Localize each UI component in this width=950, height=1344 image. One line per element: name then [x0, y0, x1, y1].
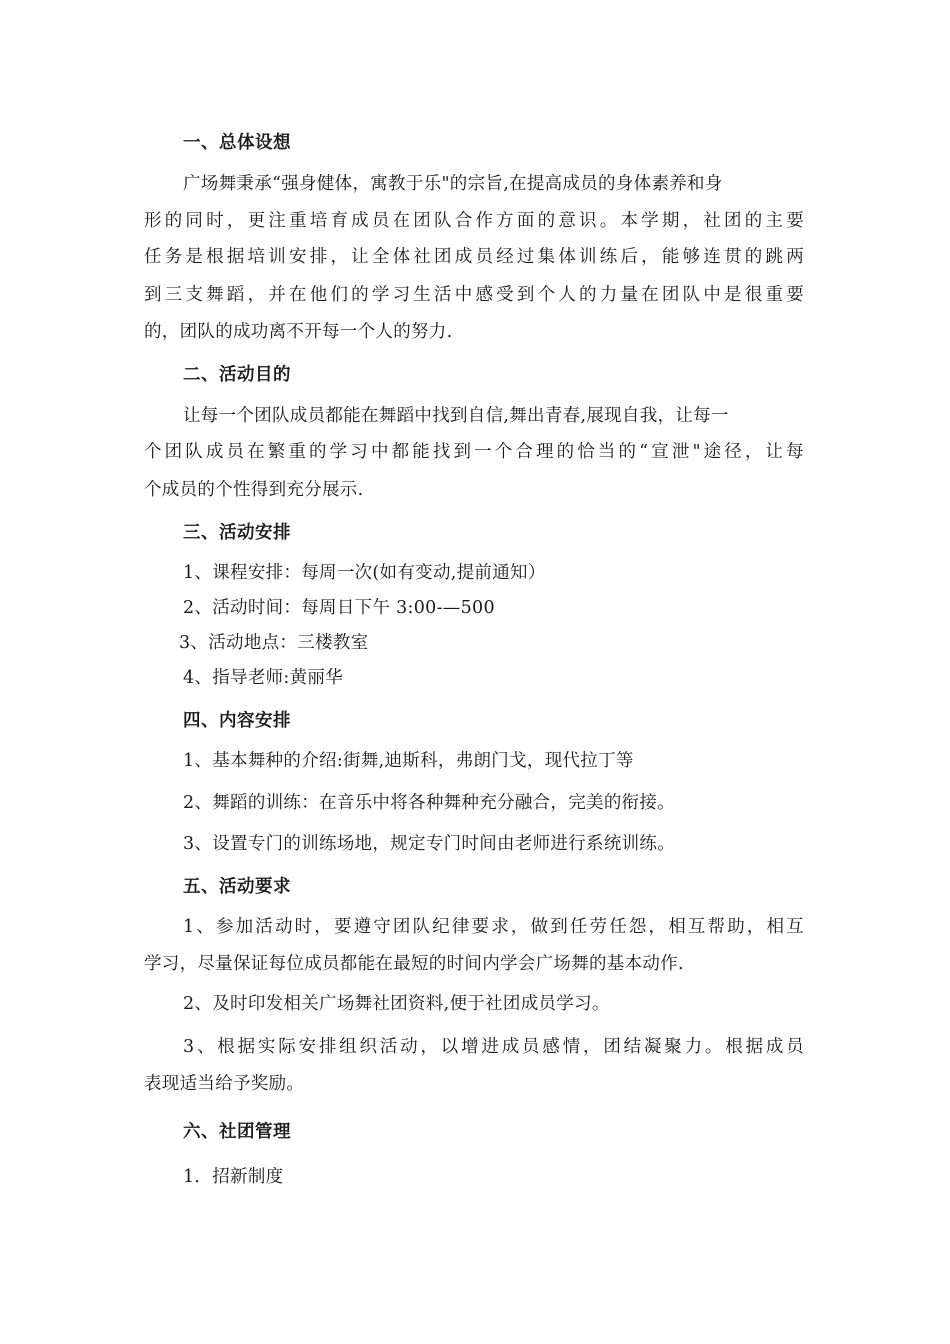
paragraph-line: 到三支舞蹈，并在他们的学习生活中感受到个人的力量在团队中是很重要 — [144, 285, 804, 305]
paragraph-line: 学习，尽量保证每位成员都能在最短的时间内学会广场舞的基本动作. — [144, 954, 684, 974]
list-item: 3、活动地点：三楼教室 — [179, 633, 369, 653]
section-heading-activity-arrangement: 三、活动安排 — [183, 523, 291, 543]
paragraph-line: 个团队成员在繁重的学习中都能找到一个合理的恰当的“宣泄"途径，让每 — [144, 442, 804, 462]
paragraph-line: 1、参加活动时，要遵守团队纪律要求，做到任劳任怨，相互帮助，相互 — [183, 917, 804, 937]
section-heading-overall-plan: 一、总体设想 — [183, 133, 291, 153]
paragraph-line: 个成员的个性得到充分展示. — [144, 480, 364, 500]
section-heading-content-arrangement: 四、内容安排 — [183, 711, 291, 731]
list-item: 1．招新制度 — [183, 1167, 284, 1187]
list-item: 4、指导老师:黄丽华 — [183, 668, 344, 688]
list-item: 2、活动时间：每周日下午 3:00-—500 — [183, 598, 495, 618]
paragraph-line: 的，团队的成功离不开每一个人的努力. — [144, 322, 453, 342]
list-item: 2、舞蹈的训练：在音乐中将各种舞种充分融合，完美的衔接。 — [183, 793, 676, 813]
paragraph-line: 任务是根据培训安排，让全体社团成员经过集体训练后，能够连贯的跳两 — [144, 247, 804, 267]
list-item: 1、基本舞种的介绍:街舞,迪斯科，弗朗门戈，现代拉丁等 — [183, 751, 634, 771]
paragraph-line: 2、及时印发相关广场舞社团资料,便于社团成员学习。 — [183, 994, 610, 1014]
section-heading-activity-purpose: 二、活动目的 — [183, 365, 291, 385]
paragraph-line: 广场舞秉承“强身健体，寓教于乐"的宗旨,在提高成员的身体素养和身 — [183, 174, 723, 194]
paragraph-line: 形的同时，更注重培育成员在团队合作方面的意识。本学期，社团的主要 — [144, 211, 804, 231]
list-item: 1、课程安排：每周一次(如有变动,提前通知） — [183, 563, 546, 583]
paragraph-line: 让每一个团队成员都能在舞蹈中找到自信,舞出青春,展现自我，让每一 — [183, 406, 729, 426]
paragraph-line: 3、根据实际安排组织活动，以增进成员感情，团结凝聚力。根据成员 — [183, 1037, 804, 1057]
list-item: 3、设置专门的训练场地，规定专门时间由老师进行系统训练。 — [183, 834, 676, 854]
section-heading-club-management: 六、社团管理 — [183, 1122, 291, 1142]
section-heading-activity-requirements: 五、活动要求 — [183, 877, 291, 897]
paragraph-line: 表现适当给予奖励。 — [144, 1074, 305, 1094]
